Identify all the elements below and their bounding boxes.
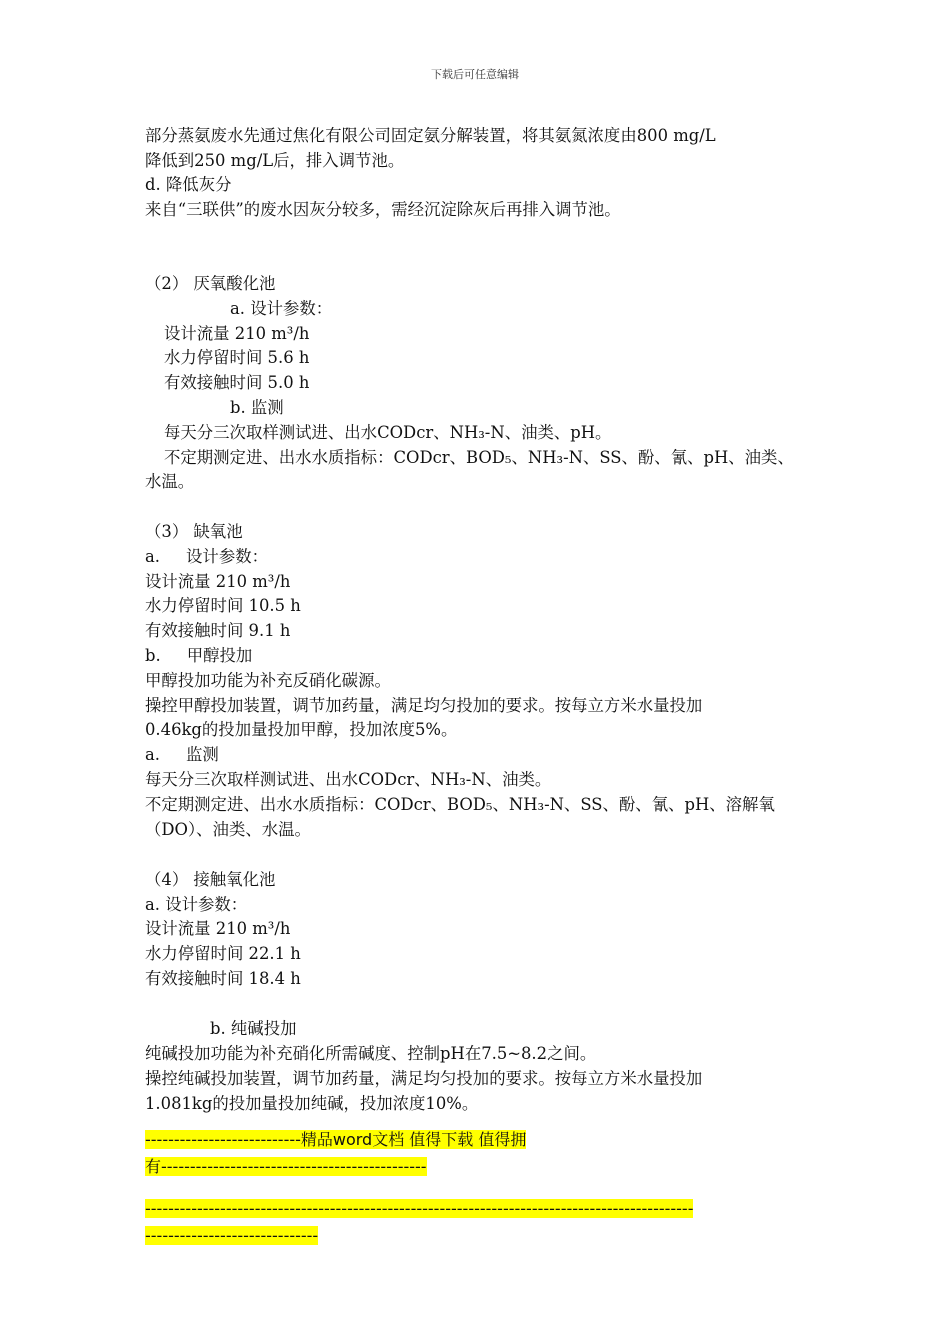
text-line: 水力停留时间 10.5 h [145,596,301,615]
text-line: 操控甲醇投加装置，调节加药量，满足均匀投加的要求。按每立方米水量投加 [145,696,703,715]
text-line: a. 监测 [145,745,219,764]
footer-banner-top [145,1126,805,1180]
text-line: 纯碱投加功能为补充硝化所需碱度、控制pH在7.5~8.2之间。 [145,1044,597,1063]
text-line: 操控纯碱投加装置，调节加药量，满足均匀投加的要求。按每立方米水量投加 [145,1069,703,1088]
section-heading: （2） 厌氧酸化池 [145,274,276,293]
text-line: 部分蒸氨废水先通过焦化有限公司固定氨分解装置，将其氨氮浓度由800 mg/L [145,126,716,145]
text-line: 有效接触时间 9.1 h [145,621,291,640]
text-line: 甲醇投加功能为补充反硝化碳源。 [145,671,391,690]
text-line: 1.081kg的投加量投加纯碱，投加浓度10%。 [145,1094,479,1113]
page-header: 下载后可任意编辑 [431,68,519,81]
footer-line: ---------------------------精品word文档 值得下载 值得拥 [145,1130,527,1149]
footer-banner-bottom [145,1195,805,1249]
section-heading: （4） 接触氧化池 [145,870,276,889]
text-line: 每天分三次取样测试进、出水CODcr、NH₃-N、油类、pH。 [164,423,612,442]
text-line: 不定期测定进、出水水质指标：CODcr、BOD₅、NH₃-N、SS、酚、氰、pH、油类、 [164,448,794,467]
text-line: 每天分三次取样测试进、出水CODcr、NH₃-N、油类。 [145,770,552,789]
text-line: a. 设计参数： [145,895,248,914]
text-line: 有效接触时间 5.0 h [164,373,310,392]
text-line: 降低到250 mg/L后，排入调节池。 [145,151,405,170]
text-line: 设计流量 210 m³/h [164,324,310,343]
text-line: 不定期测定进、出水水质指标：CODcr、BOD₅、NH₃-N、SS、酚、氰、pH、溶解氧 [145,795,775,814]
text-line: 水力停留时间 5.6 h [164,348,310,367]
text-line: a. 设计参数： [230,299,333,318]
text-line: 水温。 [145,472,195,491]
text-line: 设计流量 210 m³/h [145,572,291,591]
text-line: 有效接触时间 18.4 h [145,969,301,988]
text-line: a. 设计参数： [145,547,268,566]
text-line: 0.46kg的投加量投加甲醇，投加浓度5%。 [145,720,458,739]
footer-line: ----------------------------------------------------------------------------------------------- [145,1199,694,1218]
text-line: 来自“三联供”的废水因灰分较多，需经沉淀除灰后再排入调节池。 [145,200,621,219]
footer-line: ------------------------------ [145,1226,319,1245]
footer-line: 有---------------------------------------------- [145,1157,427,1176]
text-line: 设计流量 210 m³/h [145,919,291,938]
text-line: 水力停留时间 22.1 h [145,944,301,963]
text-line: d. 降低灰分 [145,175,232,194]
text-line: b. 纯碱投加 [210,1019,297,1038]
text-line: b. 甲醇投加 [145,646,253,665]
text-line: b. 监测 [230,398,284,417]
section-heading: （3） 缺氧池 [145,522,243,541]
text-line: （DO）、油类、水温。 [145,820,311,839]
